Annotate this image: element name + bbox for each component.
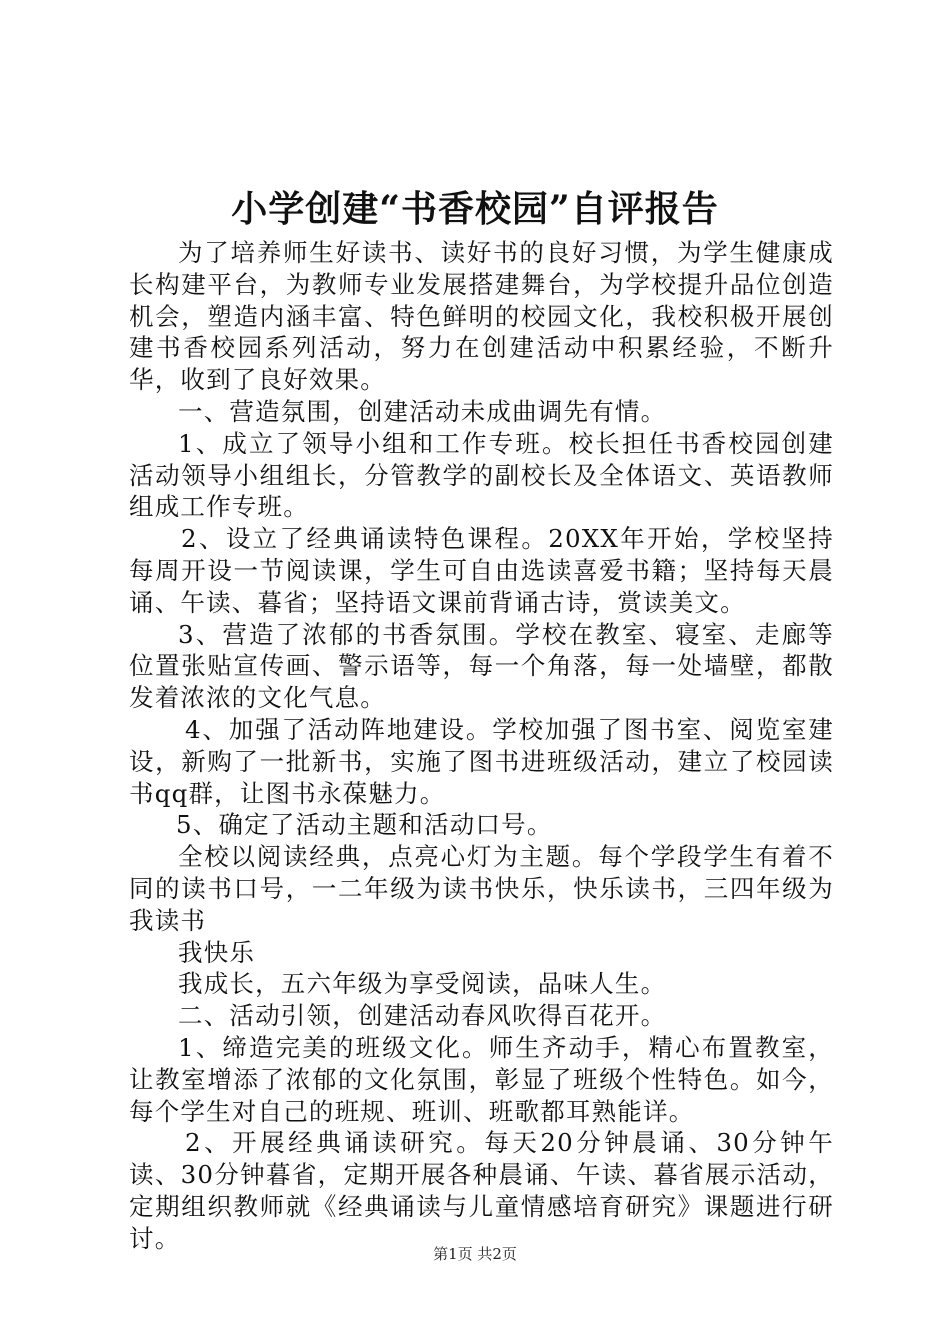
paragraph-item-2: 2、设立了经典诵读特色课程。20XX年开始，学校坚持每周开设一节阅读课，学生可自由选读喜爱书籍；坚持每天晨诵、午读、暮省；坚持语文课前背诵古诗，赏读美文。 [129,524,834,617]
paragraph-item-3: 3、营造了浓郁的书香氛围。学校在教室、寝室、走廊等位置张贴宣传画、警示语等，每一个角落，每一处墙壁，都散发着浓浓的文化气息。 [129,619,834,713]
document-body [129,237,834,1255]
paragraph-item-1: 1、成立了领导小组和工作专班。校长担任书香校园创建活动领导小组组长，分管教学的副校长及全体语文、英语教师组成工作专班。 [129,428,834,522]
paragraph-slogan-fragment: 我快乐 [178,937,256,967]
paragraph-slogan-continued: 我成长，五六年级为享受阅读，品味人生。 [178,969,667,999]
paragraph-item-2-2: 2、开展经典诵读研究。每天20分钟晨诵、30分钟午读、30分钟暮省，定期开展各种晨诵、午读、暮省展示活动，定期组织教师就《经典诵读与儿童情感培育研究》课题进行研讨。 [129,1128,834,1253]
paragraph-item-2-1: 1、缔造完美的班级文化。师生齐动手，精心布置教室，让教室增添了浓郁的文化氛围，彰显了班级个性特色。如今，每个学生对自己的班规、班训、班歌都耳熟能详。 [129,1032,834,1126]
page-footer: 第1页 共2页 [433,1245,517,1263]
section-heading-1: 一、营造氛围，创建活动未成曲调先有情。 [178,396,667,426]
paragraph-item-4: 4、加强了活动阵地建设。学校加强了图书室、阅览室建设，新购了一批新书，实施了图书进班级活动，建立了校园读书qq群，让图书永葆魅力。 [129,714,834,808]
paragraph-intro: 为了培养师生好读书、读好书的良好习惯，为学生健康成长构建平台，为教师专业发展搭建舞台，为学校提升品位创造机会，塑造内涵丰富、特色鲜明的校园文化，我校积极开展创建书香校园系列活动，努力在创建活动中积累经验，不断升华，收到了良好效果。 [129,238,834,395]
paragraph-theme: 全校以阅读经典，点亮心灯为主题。每个学段学生有着不同的读书口号，一二年级为读书快乐，快乐读书，三四年级为我读书 [129,842,834,935]
paragraph-item-5: 5、确定了活动主题和活动口号。 [176,810,553,840]
document-title: 小学创建“书香校园”自评报告 [231,188,719,230]
section-heading-2: 二、活动引领，创建活动春风吹得百花开。 [178,1001,667,1031]
